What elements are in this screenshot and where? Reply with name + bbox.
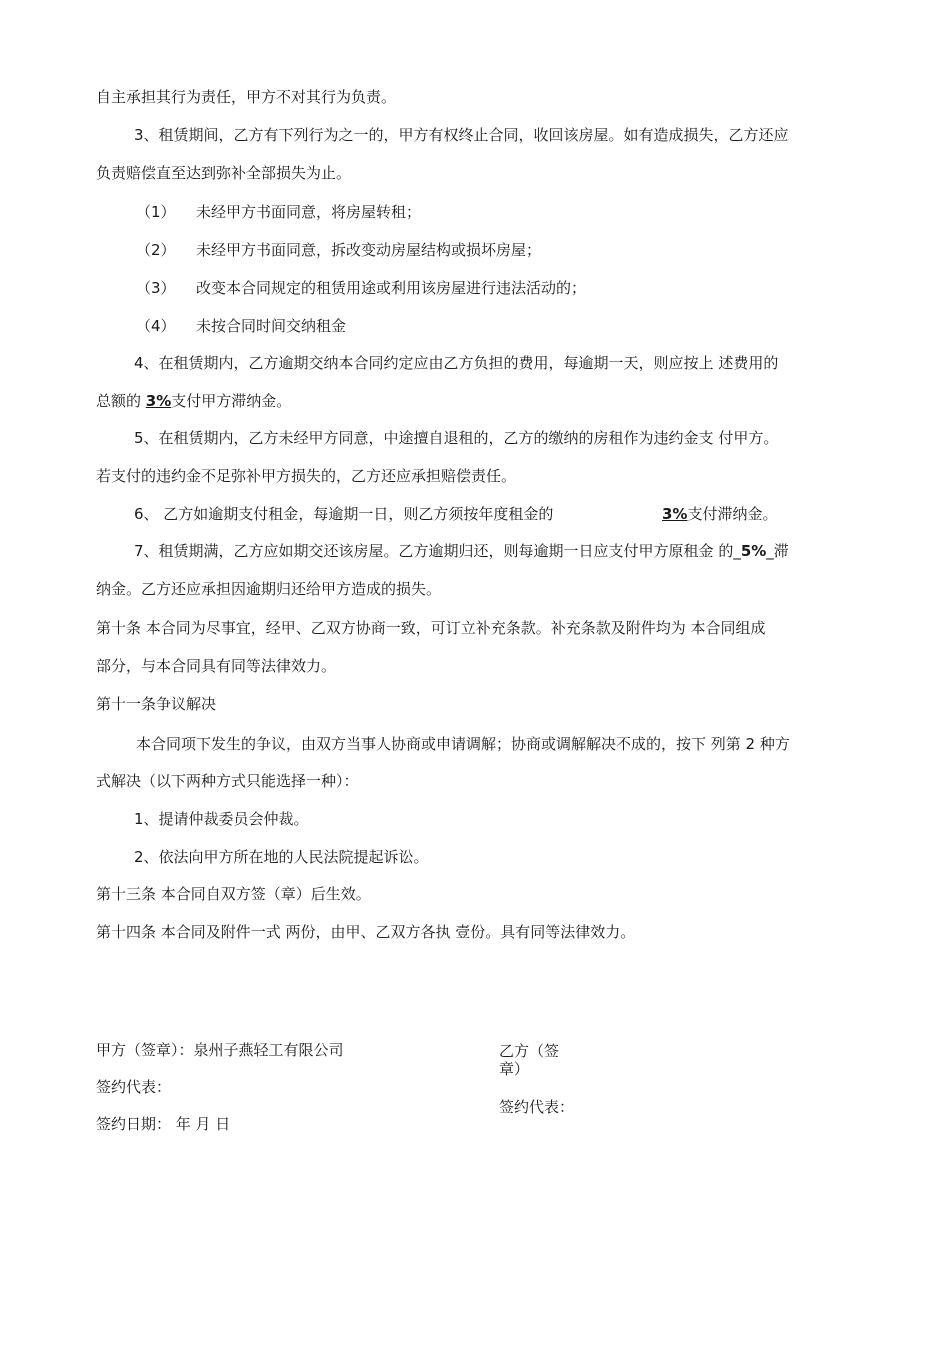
item-2-text: 未经甲方书面同意，拆改变动房屋结构或损坏房屋； [196,241,542,259]
article-11-title: 第十一条争议解决 [96,695,217,713]
clause-6-percent: 3% [662,505,688,523]
article-11-line-2: 式解决（以下两种方式只能选择一种）： [96,772,359,790]
party-a-date: 签约日期： 年 月 日 [96,1115,231,1133]
item-1-text: 未经甲方书面同意，将房屋转租； [196,203,422,221]
article-10-line-1: 第十条 本合同为尽事宜，经甲、乙双方协商一致，可订立补充条款。补充条款及附件均为 本合同组成 [96,619,766,637]
clause-5-line-2: 若支付的违约金不足弥补甲方损失的，乙方还应承担赔偿责任。 [96,467,517,485]
clause-7-suffix: _滞 [766,542,789,560]
item-3-number: （3） [136,279,176,297]
party-a-representative: 签约代表： [96,1078,172,1096]
item-3-text: 改变本合同规定的租赁用途或利用该房屋进行违法活动的； [196,279,587,297]
party-a-signature [96,1040,344,1060]
item-2-number: （2） [136,241,176,259]
clause-3-line-2: 负责赔偿直至达到弥补全部损失为止。 [96,164,352,182]
party-b-label-line-1: 乙方（签 [499,1042,560,1060]
clause-7-prefix: 7、租赁期满，乙方应如期交还该房屋。乙方逾期归还，则每逾期一日应支付甲方原租金 的_ [134,542,741,560]
article-10-line-2: 部分，与本合同具有同等法律效力。 [96,657,337,675]
item-4-text: 未按合同时间交纳租金 [196,317,347,335]
item-4-number: （4） [136,317,176,335]
clause-7-percent: 5% [740,542,767,560]
clause-6-suffix: 支付滞纳金。 [687,505,778,523]
clause-4-percent: 3% [145,392,172,410]
article-13: 第十三条 本合同自双方签（章）后生效。 [96,885,371,903]
article-14: 第十四条 本合同及附件一式 两份，由甲、乙双方各执 壹份。具有同等法律效力。 [96,923,636,941]
item-1-number: （1） [136,203,176,221]
article-11-option-1: 1、提请仲裁委员会仲裁。 [134,810,309,828]
clause-7-line-2: 纳金。乙方还应承担因逾期归还给甲方造成的损失。 [96,580,442,598]
paragraph-intro: 自主承担其行为责任，甲方不对其行为负责。 [96,88,397,106]
party-b-label-line-2: 章） [499,1060,530,1078]
party-a-name: 泉州子燕轻工有限公司 [193,1041,344,1059]
clause-7-line-1 [134,541,789,561]
clause-4-line-1: 4、在租赁期内，乙方逾期交纳本合同约定应由乙方负担的费用，每逾期一天，则应按上 述费用的 [134,354,779,372]
article-11-line-1: 本合同项下发生的争议，由双方当事人协商或申请调解；协商或调解解决不成的，按下 列第 2 种方 [136,735,790,753]
party-b-representative: 签约代表： [499,1098,575,1116]
clause-4-line-2 [96,391,291,411]
article-11-option-2: 2、依法向甲方所在地的人民法院提起诉讼。 [134,848,429,866]
clause-6-rate [662,504,777,524]
clause-3-line-1: 3、租赁期间，乙方有下列行为之一的，甲方有权终止合同，收回该房屋。如有造成损失，乙方还应 [134,126,789,144]
clause-5-line-1: 5、在租赁期内，乙方未经甲方同意，中途擅自退租的，乙方的缴纳的房租作为违约金支 付甲方。 [134,429,779,447]
clause-6-line: 6、 乙方如逾期支付租金，每逾期一日，则乙方须按年度租金的 [134,505,554,523]
clause-4-suffix: 支付甲方滞纳金。 [171,392,292,410]
party-a-label: 甲方（签章）： [96,1041,194,1059]
clause-4-prefix: 总额的 [96,392,146,410]
